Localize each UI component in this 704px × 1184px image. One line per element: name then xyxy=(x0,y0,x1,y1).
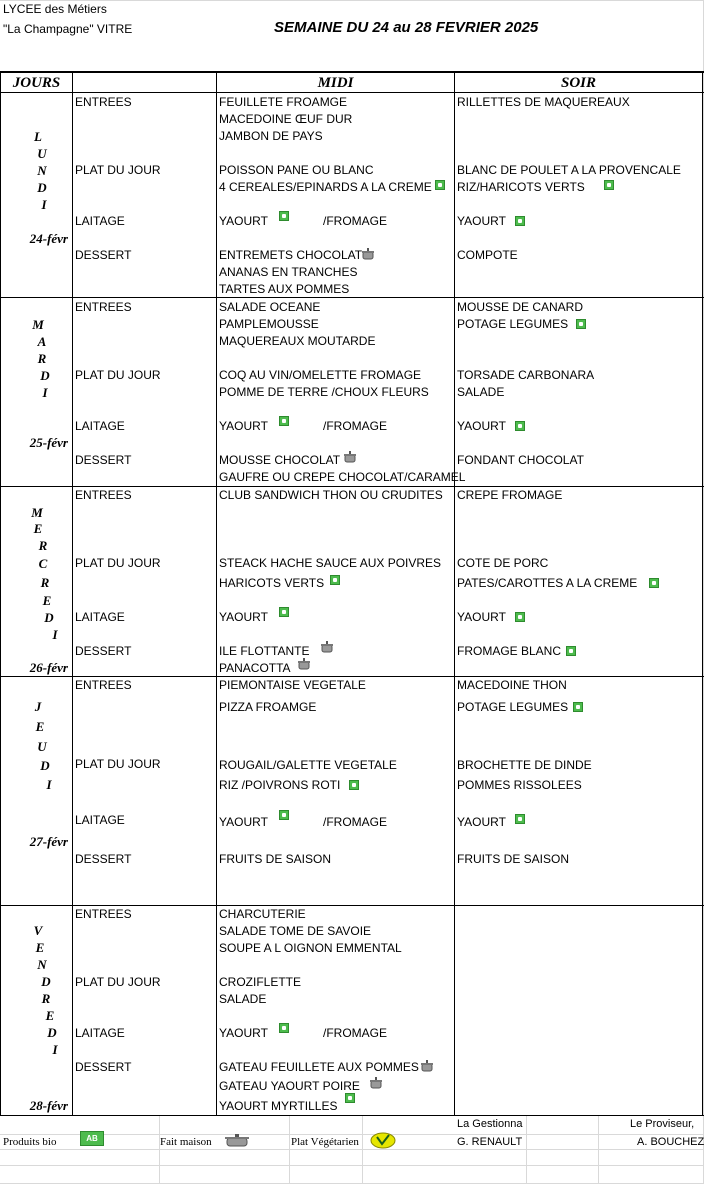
menu-item: YAOURT xyxy=(219,214,268,228)
category-laitage: LAITAGE xyxy=(75,610,125,624)
day-letter: J xyxy=(34,699,42,714)
day-letter: I xyxy=(52,1042,58,1057)
menu-item: RILLETTES DE MAQUEREAUX xyxy=(457,95,630,109)
category-plat: PLAT DU JOUR xyxy=(75,556,161,570)
day-letter: E xyxy=(35,719,45,734)
menu-item: SALADE xyxy=(219,992,267,1006)
day-letter: V xyxy=(33,923,43,938)
day-letter: R xyxy=(38,538,48,553)
menu-item: CHARCUTERIE xyxy=(219,907,306,921)
day-letter: R xyxy=(40,575,50,590)
menu-item: YAOURT MYRTILLES xyxy=(219,1099,338,1113)
category-laitage: LAITAGE xyxy=(75,214,125,228)
day-date: 25-févr xyxy=(29,435,68,450)
cooking-pot-icon xyxy=(369,1077,383,1089)
category-plat: PLAT DU JOUR xyxy=(75,975,161,989)
bio-label-icon xyxy=(604,180,614,190)
category-laitage: LAITAGE xyxy=(75,1026,125,1040)
cooking-pot-icon xyxy=(420,1060,434,1072)
menu-item: ILE FLOTTANTE xyxy=(219,644,310,658)
menu-item: SALADE TOME DE SAVOIE xyxy=(219,924,372,938)
gestion-name: G. RENAULT xyxy=(457,1136,523,1148)
menu-item: COTE DE PORC xyxy=(457,556,549,570)
category-plat: PLAT DU JOUR xyxy=(75,163,161,177)
menu-item: /FROMAGE xyxy=(323,1026,388,1040)
menu-item: CREPE FROMAGE xyxy=(457,488,563,502)
bio-label-icon xyxy=(515,216,525,226)
category-entrees: ENTREES xyxy=(75,678,132,692)
cooking-pot-icon xyxy=(320,641,334,653)
day-letter: R xyxy=(37,351,47,366)
menu-item: FROMAGE BLANC xyxy=(457,644,562,658)
day-letter: I xyxy=(46,777,52,792)
proviseur-name: A. BOUCHEZ xyxy=(637,1136,704,1148)
school-city: "La Champagne" VITRE xyxy=(3,22,133,36)
category-entrees: ENTREES xyxy=(75,907,132,921)
menu-item: MAQUEREAUX MOUTARDE xyxy=(219,334,376,348)
menu-item: 4 CEREALES/EPINARDS A LA CREME xyxy=(219,180,432,194)
vegetarian-leaf-icon xyxy=(370,1132,396,1149)
week-title: SEMAINE DU 24 au 28 FEVRIER 2025 xyxy=(274,19,539,36)
menu-item: MACEDOINE ŒUF DUR xyxy=(219,112,353,126)
menu-item: YAOURT xyxy=(457,419,506,433)
menu-item: POTAGE LEGUMES xyxy=(457,317,569,331)
bio-label-icon xyxy=(573,702,583,712)
day-letter: D xyxy=(41,974,51,989)
menu-item: SALADE xyxy=(457,385,505,399)
menu-item: RIZ /POIVRONS ROTI xyxy=(219,778,341,792)
category-dessert: DESSERT xyxy=(75,1060,132,1074)
menu-item: TARTES AUX POMMES xyxy=(219,282,350,296)
menu-item: YAOURT xyxy=(457,214,506,228)
header-soir: SOIR xyxy=(560,75,597,91)
legend-maison-label: Fait maison xyxy=(160,1136,212,1148)
menu-item: SOUPE A L OIGNON EMMENTAL xyxy=(219,941,402,955)
cooking-pot-icon xyxy=(343,451,357,463)
day-letter: D xyxy=(44,610,54,625)
menu-item: COMPOTE xyxy=(457,248,518,262)
day-letter: D xyxy=(37,180,47,195)
category-entrees: ENTREES xyxy=(75,300,132,314)
menu-item: POMME DE TERRE /CHOUX FLEURS xyxy=(219,385,429,399)
day-letter: D xyxy=(47,1025,57,1040)
day-letter: E xyxy=(33,521,43,536)
bio-label-icon xyxy=(330,575,340,585)
day-letter: N xyxy=(37,163,47,178)
category-plat: PLAT DU JOUR xyxy=(75,757,161,771)
bio-label-icon xyxy=(576,319,586,329)
category-laitage: LAITAGE xyxy=(75,419,125,433)
day-letter: N xyxy=(37,957,47,972)
gestion-title: La Gestionna xyxy=(457,1118,523,1130)
category-dessert: DESSERT xyxy=(75,644,132,658)
menu-item: /FROMAGE xyxy=(323,815,388,829)
day-letter: I xyxy=(41,197,47,212)
menu-item: FONDANT CHOCOLAT xyxy=(457,453,584,467)
bio-label-icon xyxy=(279,416,289,426)
day-letter: E xyxy=(42,593,52,608)
day-letter: L xyxy=(34,129,42,144)
bio-label-icon xyxy=(515,421,525,431)
bio-label-icon xyxy=(345,1093,355,1103)
category-dessert: DESSERT xyxy=(75,248,132,262)
menu-item: RIZ/HARICOTS VERTS xyxy=(457,180,585,194)
menu-item: ENTREMETS CHOCOLAT xyxy=(219,248,363,262)
header-jours: JOURS xyxy=(12,75,61,91)
bio-label-icon xyxy=(649,578,659,588)
menu-item: HARICOTS VERTS xyxy=(219,576,325,590)
proviseur-title: Le Proviseur, xyxy=(630,1118,695,1130)
menu-item: MOUSSE DE CANARD xyxy=(457,300,584,314)
bio-label-icon xyxy=(279,1023,289,1033)
day-letter: A xyxy=(37,334,47,349)
menu-item: PANACOTTA xyxy=(219,661,291,675)
day-letter: E xyxy=(45,1008,55,1023)
menu-item: GATEAU YAOURT POIRE xyxy=(219,1079,360,1093)
day-letter: D xyxy=(40,758,50,773)
menu-item: STEACK HACHE SAUCE AUX POIVRES xyxy=(219,556,442,570)
bio-label-icon xyxy=(80,1131,104,1146)
category-entrees: ENTREES xyxy=(75,488,132,502)
menu-item: PAMPLEMOUSSE xyxy=(219,317,319,331)
category-plat: PLAT DU JOUR xyxy=(75,368,161,382)
day-letter: M xyxy=(32,317,44,332)
menu-item: YAOURT xyxy=(457,610,506,624)
day-date: 28-févr xyxy=(29,1098,68,1113)
day-letter: M xyxy=(31,505,43,520)
day-letter: U xyxy=(37,739,47,754)
day-letter: I xyxy=(42,385,48,400)
menu-item: GATEAU FEUILLETE AUX POMMES xyxy=(219,1060,419,1074)
day-letter: C xyxy=(38,556,48,571)
menu-item: CROZIFLETTE xyxy=(219,975,302,989)
legend-bio-label: Produits bio xyxy=(3,1136,57,1148)
category-laitage: LAITAGE xyxy=(75,813,125,827)
category-dessert: DESSERT xyxy=(75,453,132,467)
menu-item: BLANC DE POULET A LA PROVENCALE xyxy=(457,163,681,177)
menu-item: PIEMONTAISE VEGETALE xyxy=(219,678,366,692)
menu-item: COQ AU VIN/OMELETTE FROMAGE xyxy=(219,368,422,382)
menu-item: YAOURT xyxy=(457,815,506,829)
menu-item: POISSON PANE OU BLANC xyxy=(219,163,374,177)
menu-item: CLUB SANDWICH THON OU CRUDITES xyxy=(219,488,443,502)
menu-item: /FROMAGE xyxy=(323,419,388,433)
school-name: LYCEE des Métiers xyxy=(3,2,107,16)
menu-item: MOUSSE CHOCOLAT xyxy=(219,453,341,467)
menu-item: YAOURT xyxy=(219,815,268,829)
category-dessert: DESSERT xyxy=(75,852,132,866)
menu-item: POMMES RISSOLEES xyxy=(457,778,582,792)
menu-item: YAOURT xyxy=(219,419,268,433)
bio-label-icon xyxy=(515,612,525,622)
bio-label-icon xyxy=(279,607,289,617)
menu-item: PIZZA FROAMGE xyxy=(219,700,317,714)
header-midi: MIDI xyxy=(317,75,354,91)
menu-item: FRUITS DE SAISON xyxy=(457,852,570,866)
menu-item: FEUILLETE FROAMGE xyxy=(219,95,348,109)
bio-label-icon xyxy=(279,211,289,221)
menu-item: GAUFRE OU CREPE CHOCOLAT/CARAMEL xyxy=(219,470,466,484)
menu-item: /FROMAGE xyxy=(323,214,388,228)
cooking-pot-icon xyxy=(224,1133,250,1147)
menu-item: FRUITS DE SAISON xyxy=(219,852,332,866)
menu-item: BROCHETTE DE DINDE xyxy=(457,758,592,772)
day-letter: E xyxy=(35,940,45,955)
menu-item: YAOURT xyxy=(219,1026,268,1040)
menu-item: SALADE OCEANE xyxy=(219,300,321,314)
bio-label-icon xyxy=(566,646,576,656)
bio-label-icon xyxy=(435,180,445,190)
menu-item: TORSADE CARBONARA xyxy=(457,368,595,382)
menu-item: ANANAS EN TRANCHES xyxy=(219,265,358,279)
day-letter: U xyxy=(37,146,47,161)
menu-item: MACEDOINE THON xyxy=(457,678,567,692)
legend-vege-label: Plat Végétarien xyxy=(291,1136,359,1148)
menu-item: ROUGAIL/GALETTE VEGETALE xyxy=(219,758,397,772)
day-date: 27-févr xyxy=(29,834,68,849)
day-letter: R xyxy=(41,991,51,1006)
bio-label-icon xyxy=(349,780,359,790)
bio-label-icon xyxy=(279,810,289,820)
cooking-pot-icon xyxy=(361,248,375,260)
menu-item: YAOURT xyxy=(219,610,268,624)
menu-item: PATES/CAROTTES A LA CREME xyxy=(457,576,638,590)
day-letter: I xyxy=(52,627,58,642)
day-date: 26-févr xyxy=(29,660,68,675)
bio-label-icon xyxy=(515,814,525,824)
cooking-pot-icon xyxy=(297,658,311,670)
menu-item: POTAGE LEGUMES xyxy=(457,700,569,714)
category-entrees: ENTREES xyxy=(75,95,132,109)
svg-text:AB: AB xyxy=(86,1134,98,1143)
day-letter: D xyxy=(40,368,50,383)
menu-item: JAMBON DE PAYS xyxy=(219,129,323,143)
day-date: 24-févr xyxy=(29,231,68,246)
